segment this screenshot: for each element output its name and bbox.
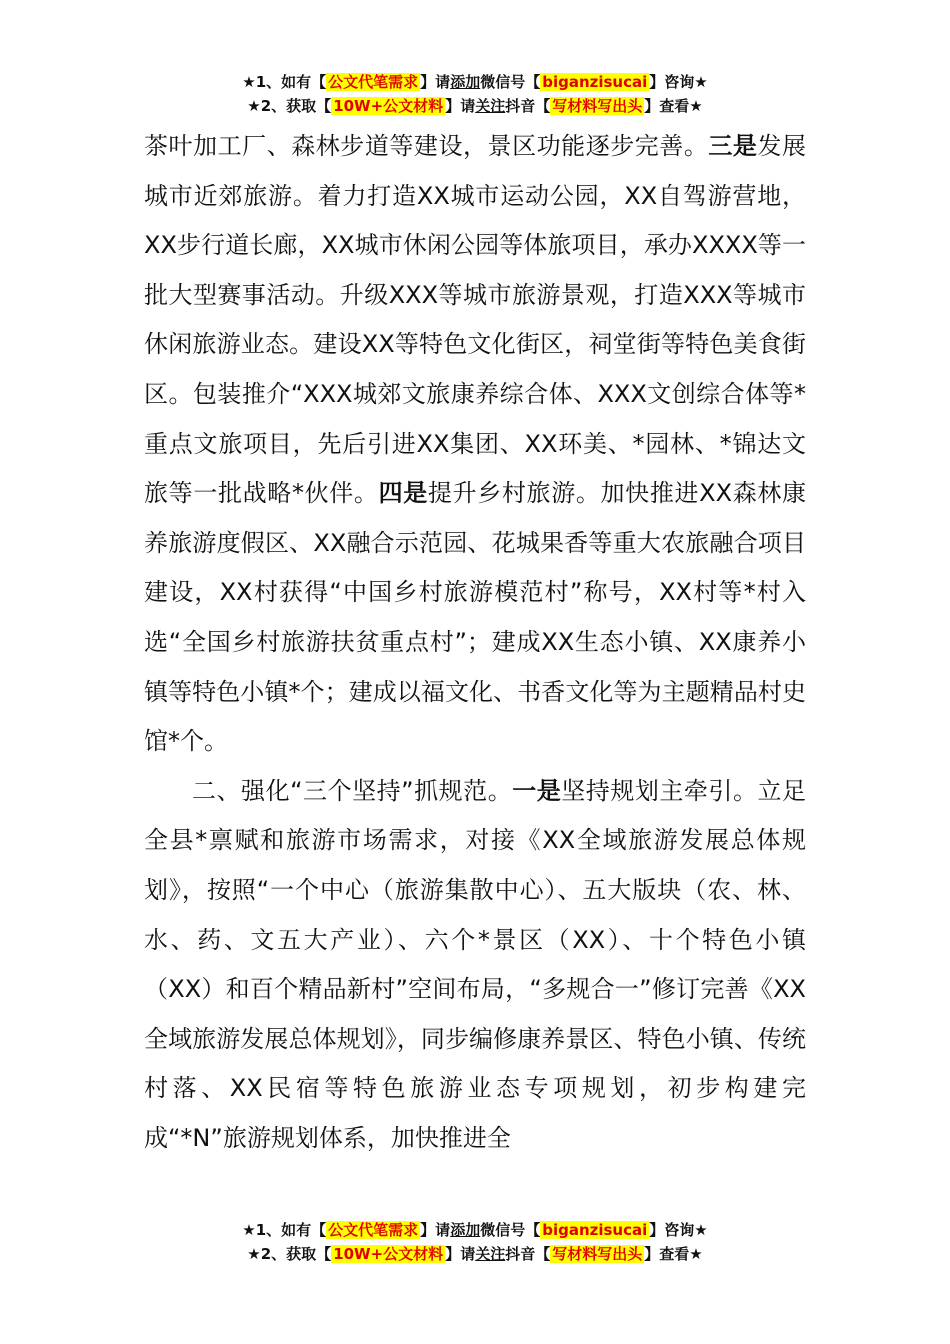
banner-text: 】请: [420, 73, 451, 91]
banner-highlight: biganzisucai: [542, 1221, 648, 1239]
banner-highlight: 写材料写出头: [552, 1245, 643, 1263]
banner-text: ★2、获取【: [247, 1245, 332, 1263]
paragraph-text: 坚持规划主牵引。立足全县*禀赋和旅游市场需求，对接《XX全域旅游发展总体规划》，按照“一个中心（旅游集散中心）、五大版块（农、林、水、药、文五大产业）、六个*景区（XX）、十个特色小镇（XX）和百个精品新村”空间布局，“多规合一”修订完善《XX全域旅游发展总体规划》，同步编修康养景区、特色小镇、传统村落、XX民宿等特色旅游业态专项规划，初步构建完成“*N”旅游规划体系，加快推进全: [144, 776, 807, 1152]
banner-text: 抖音【: [505, 1245, 551, 1263]
banner-text: 】请: [445, 97, 476, 115]
banner-underlined-text: 添加: [450, 73, 481, 91]
banner-line-2: [0, 1242, 950, 1266]
banner-underlined-text: 关注: [475, 97, 506, 115]
paragraph-lead: 一是: [512, 776, 562, 805]
banner-highlight: 公文代笔需求: [328, 73, 419, 91]
banner-text: 】查看★: [644, 1245, 703, 1263]
banner-text: ★1、如有【: [242, 73, 327, 91]
banner-highlight: 10W+公文材料: [333, 97, 444, 115]
banner-highlight: biganzisucai: [542, 73, 648, 91]
banner-text: 】咨询★: [649, 73, 708, 91]
banner-underlined-text: 关注: [475, 1245, 506, 1263]
banner-text: 】请: [420, 1221, 451, 1239]
document-body: [144, 122, 806, 1163]
banner-highlight: 写材料写出头: [552, 97, 643, 115]
banner-text: 微信号【: [480, 73, 541, 91]
paragraph-text: 提升乡村旅游。加快推进XX森林康养旅游度假区、XX融合示范园、花城果香等重大农旅融合项目建设，XX村获得“中国乡村旅游模范村”称号，XX村等*村入选“全国乡村旅游扶贫重点村”；建成XX生态小镇、XX康养小镇等特色小镇*个；建成以福文化、书香文化等为主题精品村史馆*个。: [144, 479, 807, 756]
banner-line-1: [0, 1218, 950, 1242]
paragraph-2: [144, 767, 806, 1164]
banner-line-1: [0, 70, 950, 94]
paragraph-lead: 三是: [708, 132, 758, 160]
paragraph-text: 发展城市近郊旅游。着力打造XX城市运动公园，XX自驾游营地，XX步行道长廊，XX城市休闲公园等体旅项目，承办XXXX等一批大型赛事活动。升级XXX等城市旅游景观，打造XXX等城市休闲旅游业态。建设XX等特色文化街区，祠堂街等特色美食街区。包装推介“XXX城郊文旅康养综合体、XXX文创综合体等*重点文旅项目，先后引进XX集团、XX环美、*园林、*锦达文旅等一批战略*伙伴。: [144, 132, 807, 508]
banner-bottom: [0, 1218, 950, 1266]
paragraph-heading: 二、强化“三个坚持”抓规范。: [192, 776, 513, 805]
banner-line-2: [0, 94, 950, 118]
banner-highlight: 公文代笔需求: [328, 1221, 419, 1239]
paragraph-1: [144, 122, 806, 767]
banner-highlight: 10W+公文材料: [333, 1245, 444, 1263]
banner-text: 】查看★: [644, 97, 703, 115]
banner-text: ★2、获取【: [247, 97, 332, 115]
banner-text: ★1、如有【: [242, 1221, 327, 1239]
paragraph-text: 茶叶加工厂、森林步道等建设，景区功能逐步完善。: [144, 132, 709, 160]
banner-top: [0, 70, 950, 118]
banner-underlined-text: 添加: [450, 1221, 481, 1239]
banner-text: 】请: [445, 1245, 476, 1263]
banner-text: 微信号【: [480, 1221, 541, 1239]
paragraph-lead: 四是: [378, 479, 428, 508]
banner-text: 抖音【: [505, 97, 551, 115]
banner-text: 】咨询★: [649, 1221, 708, 1239]
